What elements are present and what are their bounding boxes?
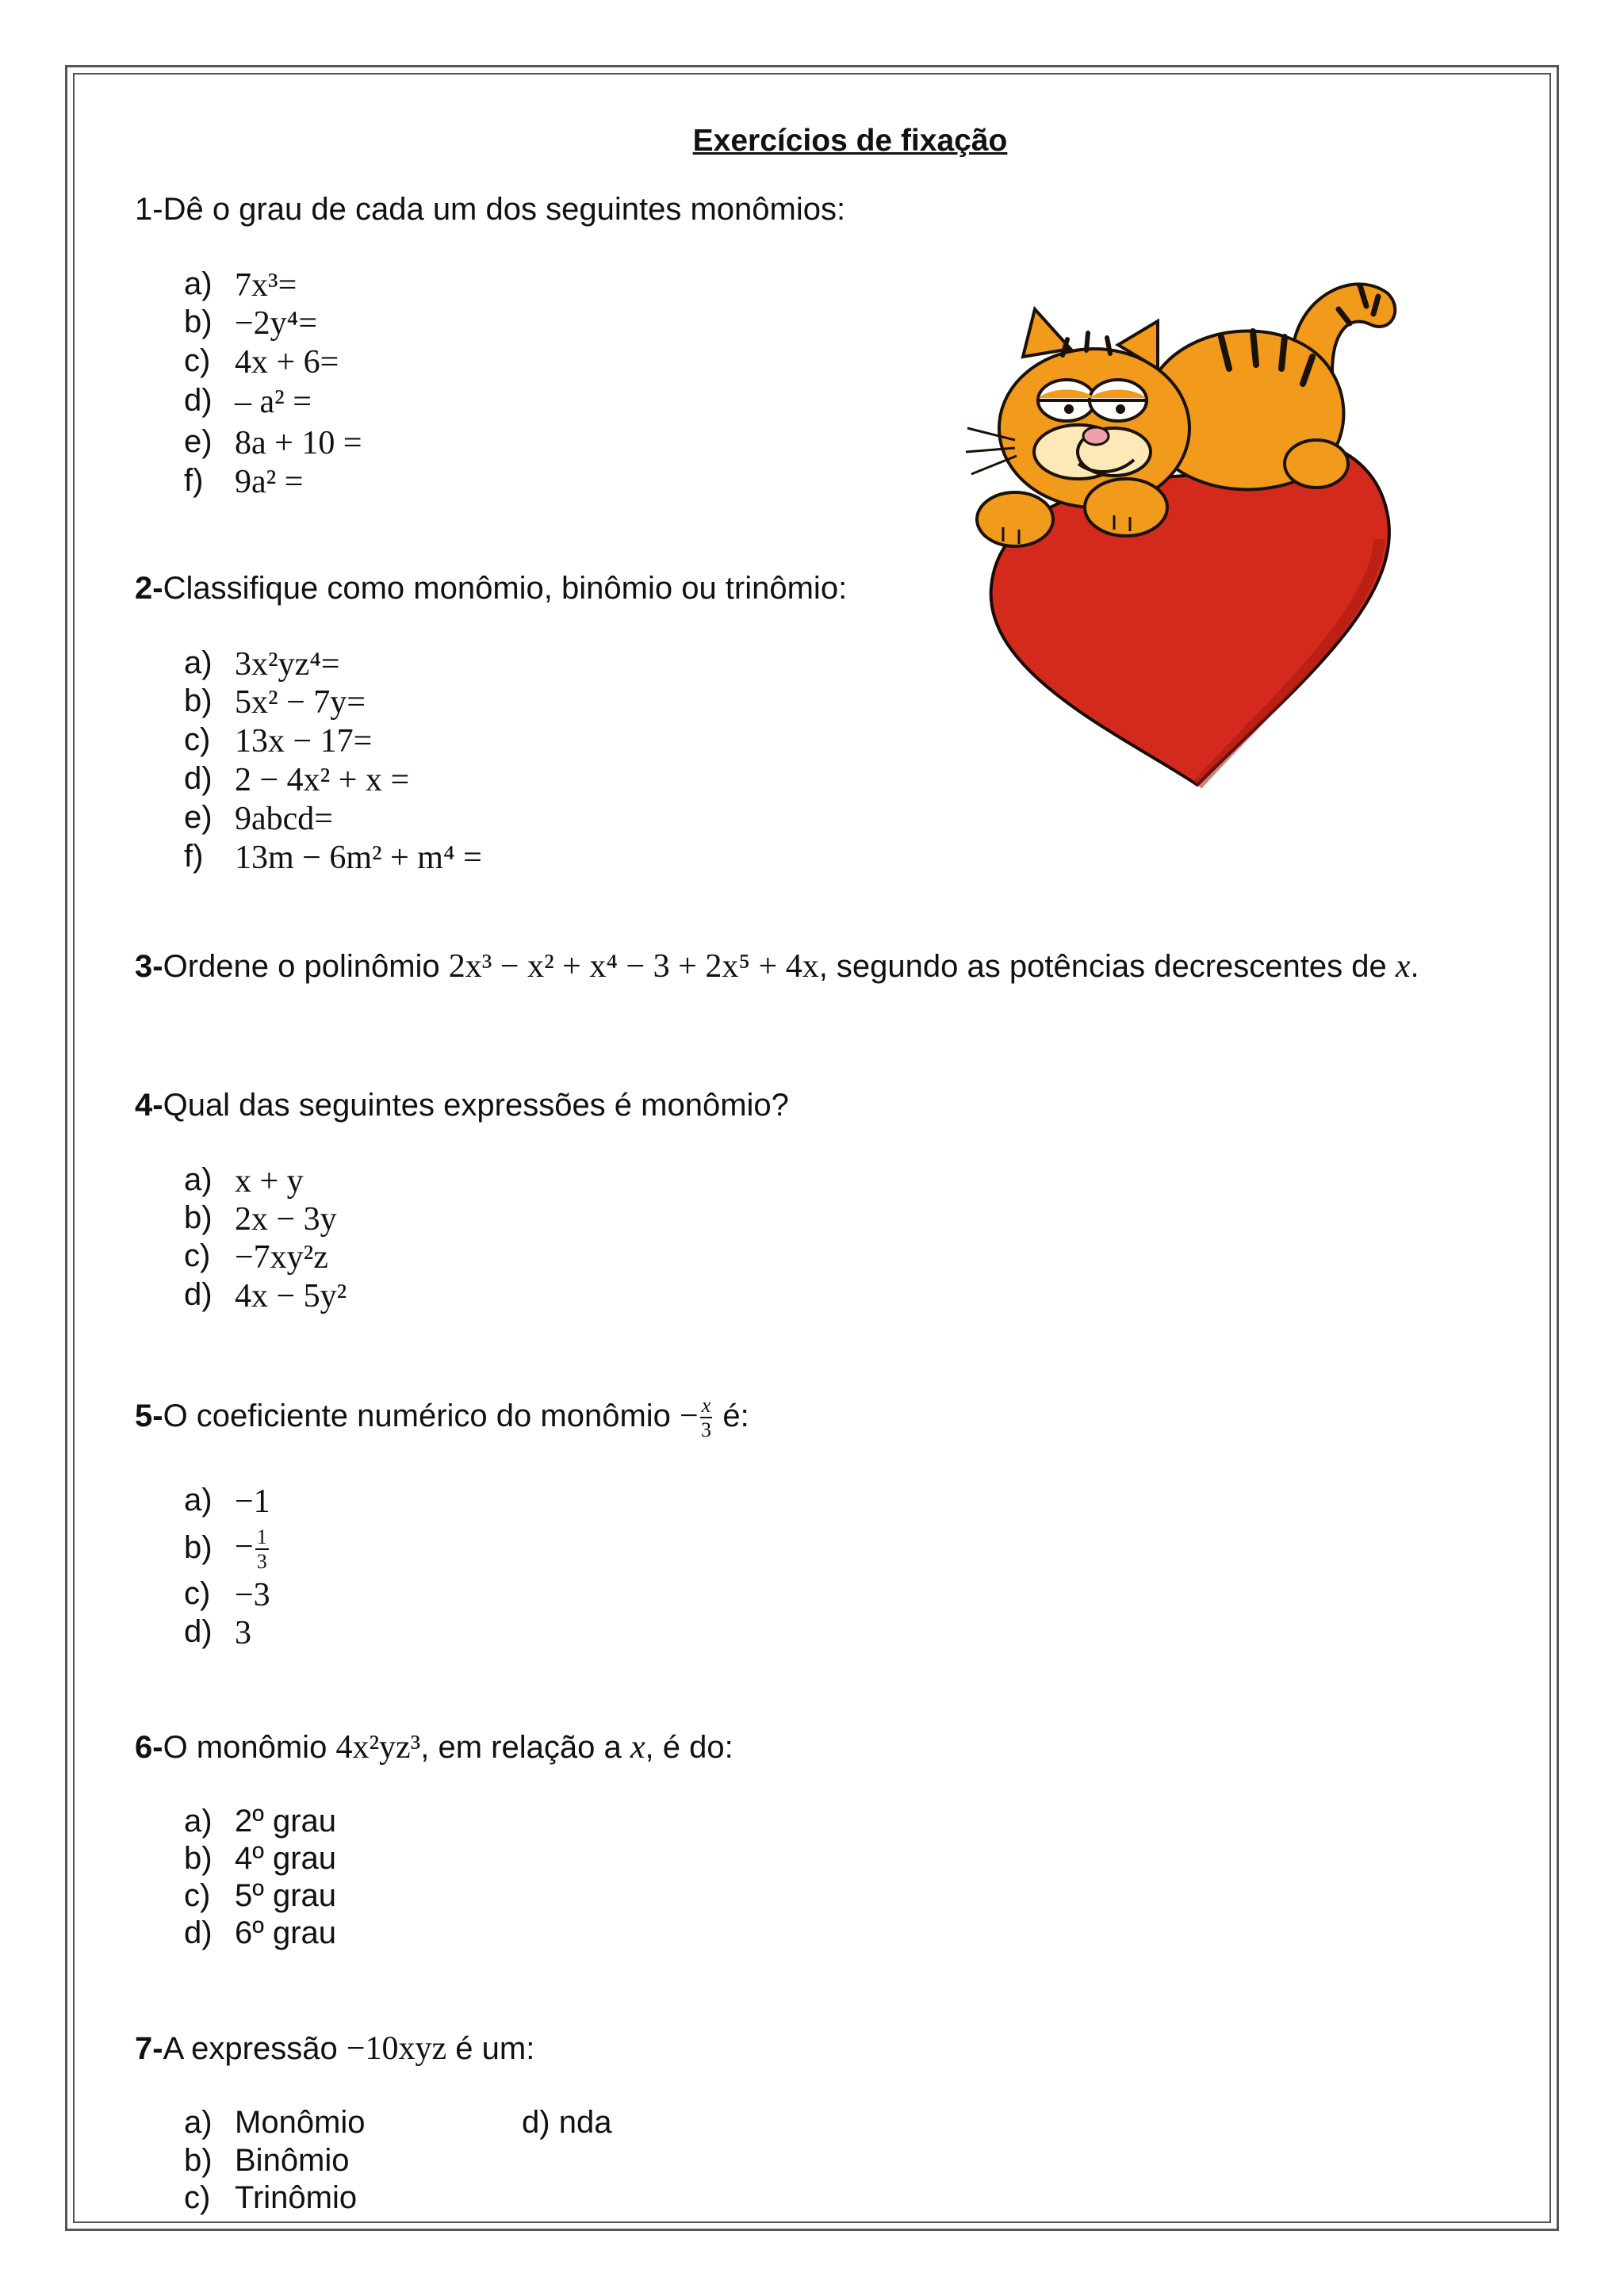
list-item: a) x + y (184, 1162, 304, 1200)
list-item: b) −2y⁴= (184, 304, 318, 342)
question-4-number: 4- (135, 1088, 163, 1123)
list-item: c) 4x + 6= (184, 343, 339, 381)
question-1 (135, 192, 845, 228)
list-item: a) 2º grau (184, 1804, 337, 1839)
list-item: d) nda (522, 2105, 612, 2140)
list-item: b) 4º grau (184, 1841, 337, 1876)
polynomial: 2x³ − x² + x⁴ − 3 + 2x⁵ + 4x (448, 948, 819, 985)
list-item: e) 9abcd= (184, 800, 333, 837)
list-item: d) – a² = (184, 383, 312, 420)
fraction: $\frac{x}{3}$ (700, 1394, 711, 1441)
monomial: 4x²yz³ (335, 1729, 421, 1766)
list-item: b) 5x² − 7y= (184, 683, 366, 721)
list-item: f) 9a² = (184, 463, 304, 500)
question-4-text: Qual das seguintes expressões é monômio? (163, 1088, 789, 1123)
list-item: e) 8a + 10 = (184, 424, 362, 461)
expression: −10xyz (346, 2030, 447, 2067)
question-4 (135, 1088, 789, 1123)
fraction: $\frac{1}{3}$ (256, 1525, 267, 1573)
list-item: a) 3x²yz⁴= (184, 645, 340, 683)
question-2-text: Classifique como monômio, binômio ou trinômio: (163, 571, 848, 606)
question-3-number: 3- (135, 949, 163, 984)
list-item: c) 5º grau (184, 1878, 337, 1913)
garfield-heart-icon (959, 262, 1419, 801)
list-item: a) Monômio (184, 2105, 366, 2140)
question-2 (135, 571, 847, 607)
list-item: b) 2x − 3y (184, 1200, 337, 1238)
question-3: 3-Ordene o polinômio 2x³ − x² + x⁴ − 3 + 2x⁵ + 4x, segundo as potências decrescentes de x. (135, 948, 1419, 985)
list-item: c) Trinômio (184, 2180, 358, 2215)
question-6-number: 6- (135, 1730, 163, 1765)
question-5: 5-O coeficiente numérico do monômio − $\frac{x}{3}$ é: (135, 1394, 749, 1441)
list-item: a) 7x³= (184, 266, 297, 304)
list-item: d) 3 (184, 1614, 251, 1651)
question-6: 6-O monômio 4x²yz³, em relação a x, é do: (135, 1729, 733, 1766)
question-1-text: Dê o grau de cada um dos seguintes monômios: (163, 192, 846, 227)
list-item: d) 6º grau (184, 1915, 337, 1950)
list-item: b) − $\frac{1}{3}$ (184, 1525, 267, 1573)
question-1-number: 1- (135, 192, 163, 227)
page-title: Exercícios de fixação (692, 124, 1008, 158)
question-7: 7-A expressão −10xyz é um: (135, 2030, 535, 2067)
list-item: a) −1 (184, 1483, 270, 1520)
list-item: f) 13m − 6m² + m⁴ = (184, 839, 482, 876)
question-7-number: 7- (135, 2031, 163, 2066)
question-5-number: 5- (135, 1399, 163, 1434)
list-item: c) 13x − 17= (184, 722, 373, 760)
list-item: b) Binômio (184, 2143, 350, 2178)
list-item: c) −3 (184, 1576, 270, 1613)
list-item: d) 2 − 4x² + x = (184, 761, 410, 798)
list-item: c) −7xy²z (184, 1238, 328, 1276)
list-item: d) 4x − 5y² (184, 1277, 347, 1314)
question-2-number: 2- (135, 571, 163, 606)
